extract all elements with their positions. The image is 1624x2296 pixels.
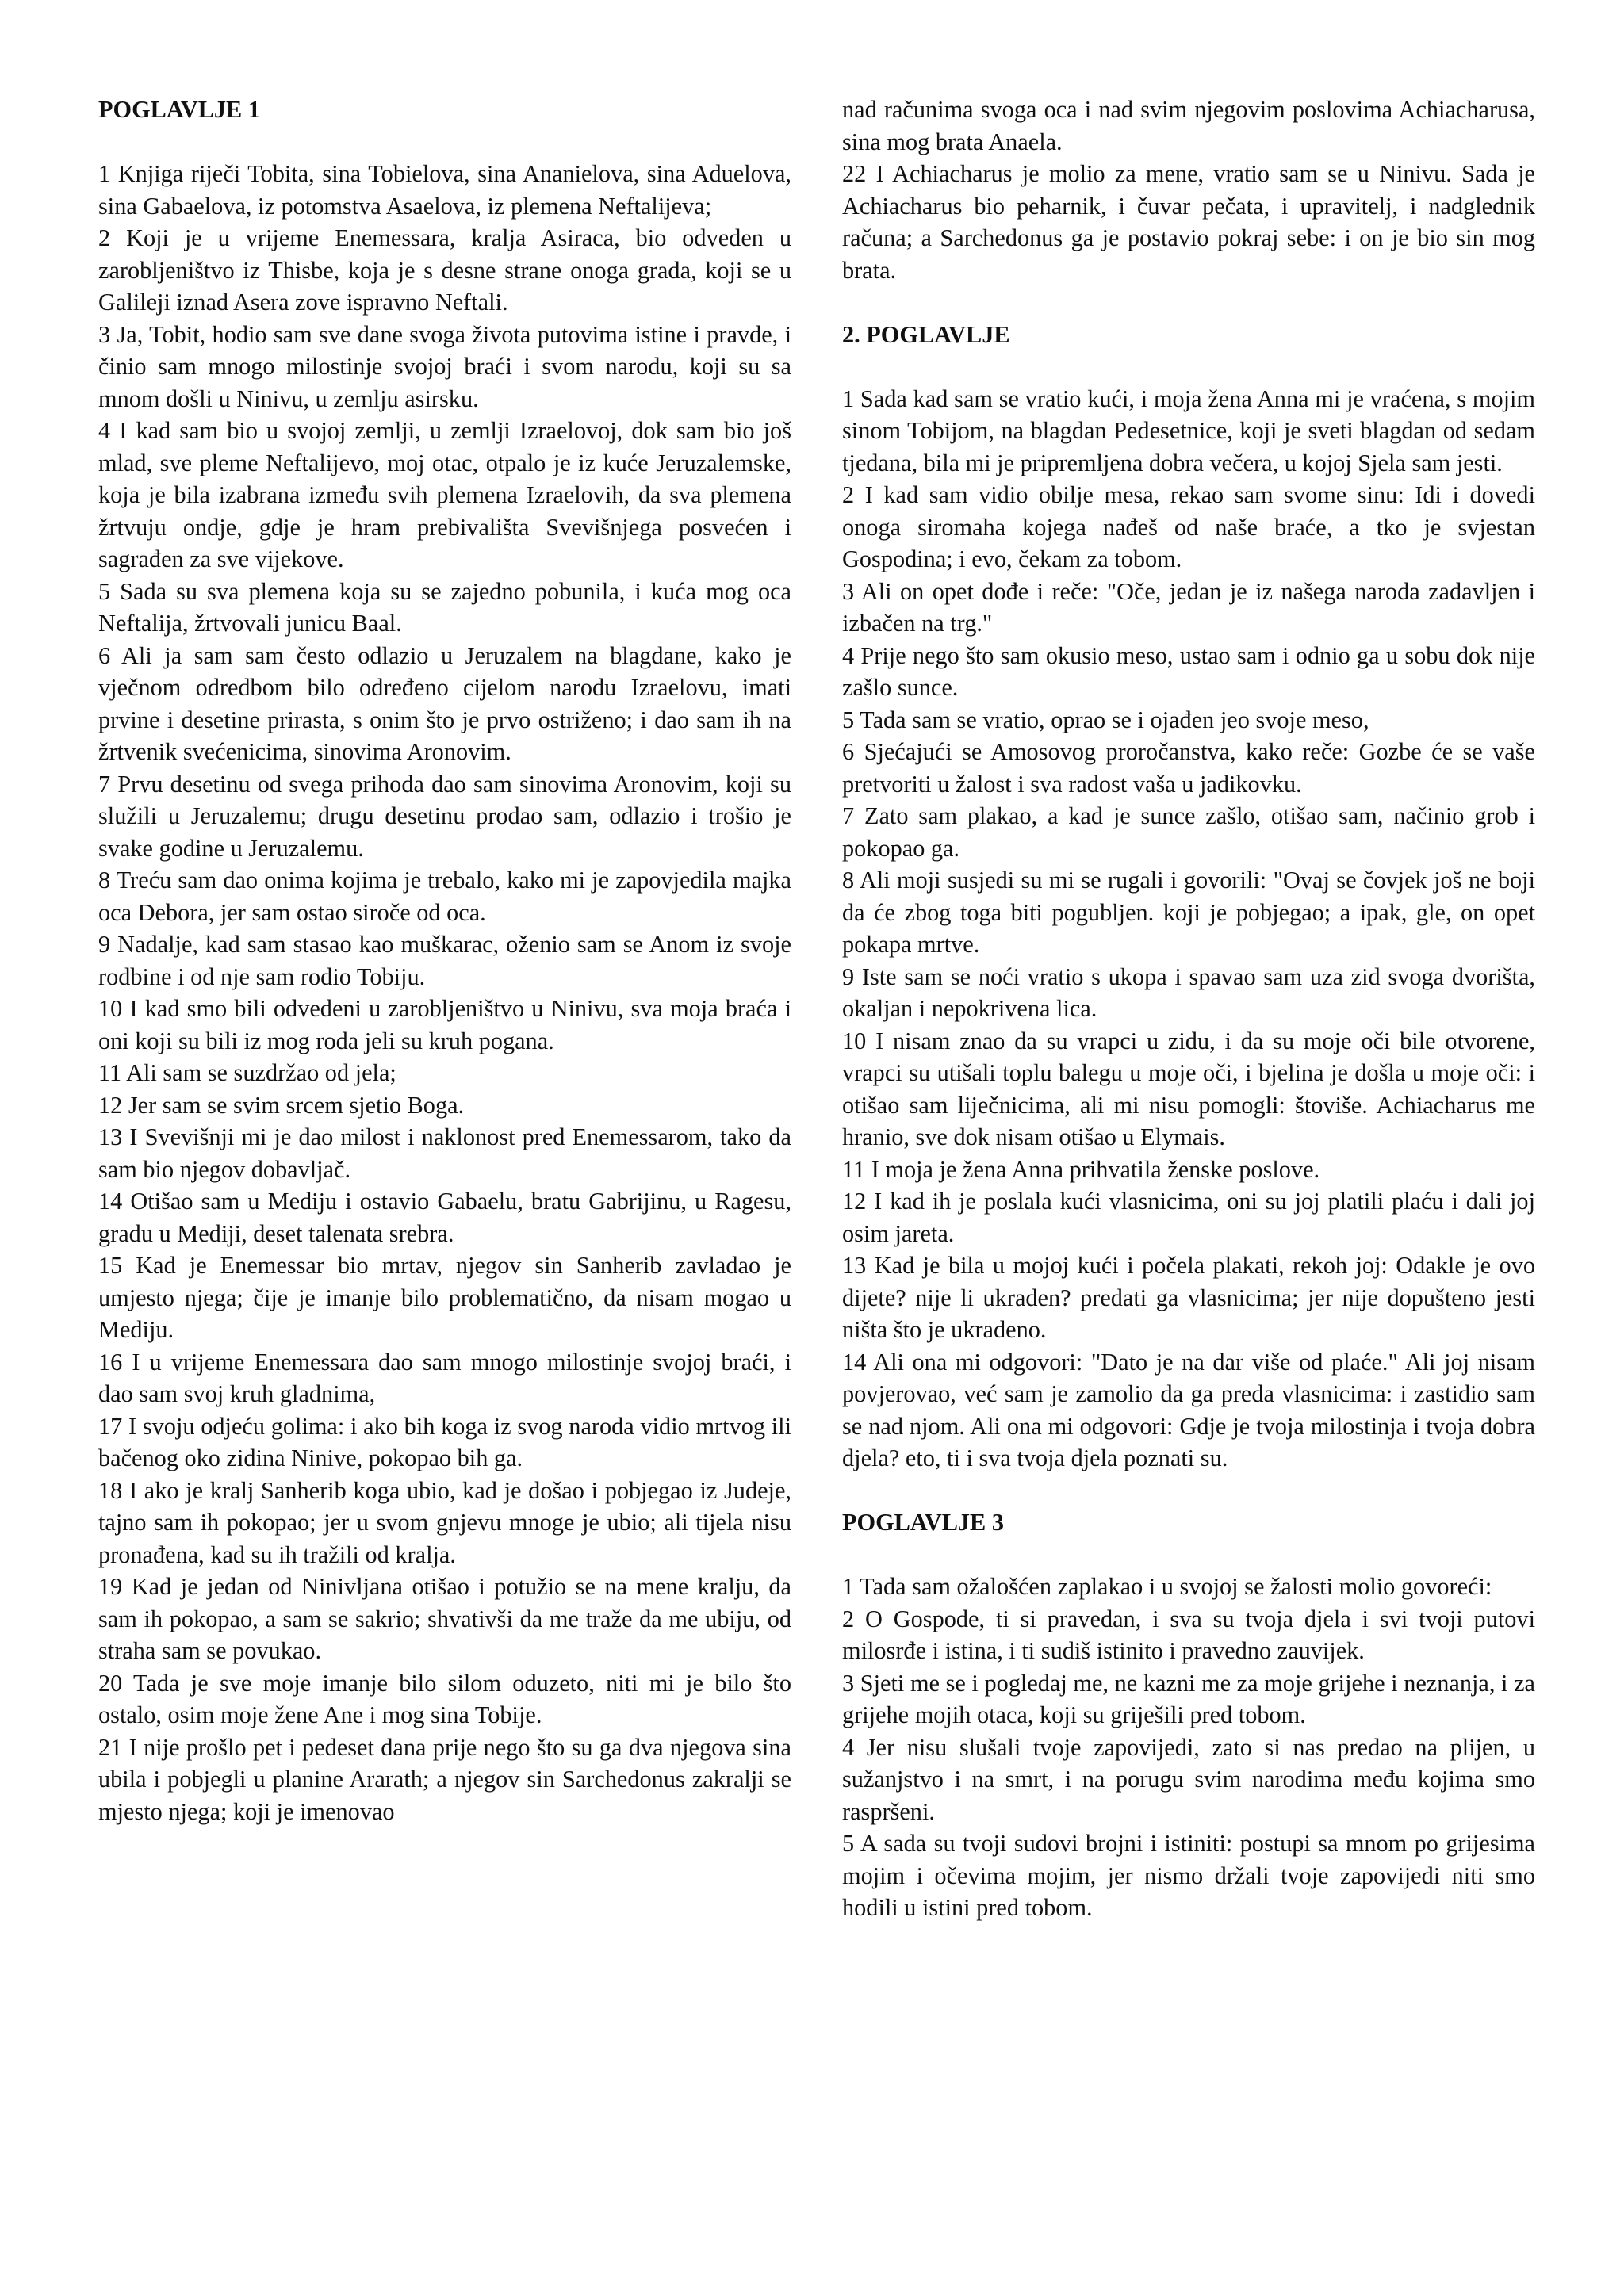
verse: 12 Jer sam se svim srcem sjetio Boga. [98, 1091, 465, 1119]
verse: 2 I kad sam vidio obilje mesa, rekao sam svome sinu: Idi i dovedi onoga siromaha kojega nađeš od naše braće, a tko je svjestan Gospodina; i evo, čekam za tobom. [842, 481, 1535, 572]
chapter-3-heading: POGLAVLJE 3 [842, 1509, 1004, 1536]
verse: 17 I svoju odjeću golima: i ako bih koga iz svog naroda vidio mrtvog ili bačenog oko zidina Ninive, pokopao bih ga. [98, 1412, 791, 1471]
verse: 4 I kad sam bio u svojoj zemlji, u zemlji Izraelovoj, dok sam bio još mlad, sve pleme Neftalijevo, moj otac, otpalo je iz kuće Jeruzalemske, koja je bila izabrana između svih plemena Izraelovih, da sva plemena žrtvuju ondje, gdje je hram prebivališta Svevišnjega posvećen i sagrađen za sve vijekove. [98, 417, 791, 572]
verse: 20 Tada je sve moje imanje bilo silom oduzeto, niti mi je bilo što ostalo, osim moje žene Ane i mog sina Tobije. [98, 1669, 791, 1728]
spacer [842, 286, 1535, 319]
verse: 19 Kad je jedan od Ninivljana otišao i potužio se na mene kralju, da sam ih pokopao, a sam se sakrio; shvativši da me traže da me ubiju, od straha sam se povukao. [98, 1573, 791, 1664]
verse: 1 Tada sam ožalošćen zaplakao i u svojoj se žalosti molio govoreći: [842, 1573, 1492, 1600]
spacer [842, 350, 1535, 383]
verse: 10 I nisam znao da su vrapci u zidu, i da su moje oči bile otvorene, vrapci su utišali toplu balegu u moje oči, i bjelina je došla u moje oči: i otišao sam liječnicima, ali mi nisu pomogli: štoviše. Achiacharus me hranio, sve dok nisam otišao u Elymais. [842, 1027, 1535, 1150]
verse: 15 Kad je Enemessar bio mrtav, njegov sin Sanherib zavladao je umjesto njega; čije je imanje bilo problematično, da nisam mogao u Mediju. [98, 1252, 791, 1343]
verse: 7 Zato sam plakao, a kad je sunce zašlo, otišao sam, načinio grob i pokopao ga. [842, 802, 1535, 862]
chapter-2-heading: 2. POGLAVLJE [842, 320, 1010, 348]
verse: 16 I u vrijeme Enemessara dao sam mnogo milostinje svojoj braći, i dao sam svoj kruh gladnima, [98, 1348, 791, 1407]
verse: 9 Iste sam se noći vratio s ukopa i spavao sam uza zid svoga dvorišta, okaljan i nepokrivena lica. [842, 962, 1535, 1022]
verse: 1 Knjiga riječi Tobita, sina Tobielova, sina Ananielova, sina Aduelova, sina Gabaelova, iz potomstva Asaelova, iz plemena Neftalijeva; [98, 160, 791, 220]
verse: 8 Treću sam dao onima kojima je trebalo, kako mi je zapovjedila majka oca Debora, jer sam ostao siroče od oca. [98, 867, 791, 926]
verse: 6 Sjećajući se Amosovog proročanstva, kako reče: Gozbe će se vaše pretvoriti u žalost i sva radost vaša u jadikovku. [842, 738, 1535, 798]
spacer [842, 1475, 1535, 1507]
verse: 12 I kad ih je poslala kući vlasnicima, oni su joj platili plaću i dali joj osim jareta. [842, 1188, 1535, 1247]
verse: 11 Ali sam se suzdržao od jela; [98, 1059, 396, 1086]
verse: 3 Ja, Tobit, hodio sam sve dane svoga života putovima istine i pravde, i činio sam mnogo milostinje svojoj braći i svom narodu, koji su sa mnom došli u Ninivu, u zemlju asirsku. [98, 320, 791, 412]
right-column [842, 94, 1535, 2250]
verse: 14 Otišao sam u Mediju i ostavio Gabaelu, bratu Gabrijinu, u Ragesu, gradu u Mediji, deset talenata srebra. [98, 1188, 791, 1247]
document-page [98, 94, 1535, 2250]
verse: 3 Sjeti me se i pogledaj me, ne kazni me za moje grijehe i neznanja, i za grijehe mojih otaca, koji su griješili pred tobom. [842, 1669, 1535, 1728]
verse: 18 I ako je kralj Sanherib koga ubio, kad je došao i pobjegao iz Judeje, tajno sam ih pokopao; jer u svom gnjevu mnoge je ubio; ali tijela nisu pronađena, kad su ih tražili od kralja. [98, 1476, 791, 1568]
verse: 7 Prvu desetinu od svega prihoda dao sam sinovima Aronovim, koji su služili u Jeruzalemu; drugu desetinu prodao sam, odlazio i trošio je svake godine u Jeruzalemu. [98, 770, 791, 862]
verse: 2 Koji je u vrijeme Enemessara, kralja Asiraca, bio odveden u zarobljeništvo iz Thisbe, koja je s desne strane onoga grada, koji se u Galileji iznad Asera zove ispravno Neftali. [98, 224, 791, 316]
verse: 22 I Achiacharus je molio za mene, vratio sam se u Ninivu. Sada je Achiacharus bio peharnik, i čuvar pečata, i upravitelj, i nadglednik računa; a Sarchedonus ga je postavio pokraj sebe: i on je bio sin mog brata. [842, 160, 1535, 284]
verse: 10 I kad smo bili odvedeni u zarobljeništvo u Ninivu, sva moja braća i oni koji su bili iz mog roda jeli su kruh pogana. [98, 995, 791, 1054]
verse: 8 Ali moji susjedi su mi se rugali i govorili: "Ovaj se čovjek još ne boji da će zbog toga biti pogubljen. koji je pobjegao; a ipak, gle, on opet pokapa mrtve. [842, 867, 1535, 958]
verse: 5 Tada sam se vratio, oprao se i ojađen jeo svoje meso, [842, 706, 1369, 733]
verse: 4 Jer nisu slušali tvoje zapovijedi, zato si nas predao na plijen, u sužanjstvo i na smrt, i na porugu svim narodima među kojima smo raspršeni. [842, 1733, 1535, 1825]
verse: 11 I moja je žena Anna prihvatila ženske poslove. [842, 1155, 1320, 1183]
verse: 13 Kad je bila u mojoj kući i počela plakati, rekoh joj: Odakle je ovo dijete? nije li ukraden? predati ga vlasnicima; jer nije dopušteno jesti ništa što je ukradeno. [842, 1252, 1535, 1343]
spacer [842, 1539, 1535, 1571]
verse: 5 A sada su tvoji sudovi brojni i istiniti: postupi sa mnom po grijesima mojim i očevima mojim, jer nismo držali tvoje zapovijedi niti smo hodili u istini pred tobom. [842, 1830, 1535, 1921]
chapter-1-heading: POGLAVLJE 1 [98, 96, 260, 123]
spacer [98, 126, 791, 159]
verse: 5 Sada su sva plemena koja su se zajedno pobunila, i kuća mog oca Neftalija, žrtvovali junicu Baal. [98, 577, 791, 637]
verse: 1 Sada kad sam se vratio kući, i moja žena Anna mi je vraćena, s mojim sinom Tobijom, na blagdan Pedesetnice, koji je sveti blagdan od sedam tjedana, bila mi je pripremljena dobra večera, u kojoj Sjela sam jesti. [842, 385, 1535, 476]
verse-continuation: nad računima svoga oca i nad svim njegovim poslovima Achiacharusa, sina mog brata Anaela. [842, 96, 1535, 155]
verse: 13 I Svevišnji mi je dao milost i naklonost pred Enemessarom, tako da sam bio njegov dobavljač. [98, 1123, 791, 1183]
verse: 14 Ali ona mi odgovori: "Dato je na dar više od plaće." Ali joj nisam povjerovao, već sam je zamolio da ga preda vlasnicima: i zastidio sam se nad njom. Ali ona mi odgovori: Gdje je tvoja milostinja i tvoja dobra djela? eto, ti i sva tvoja djela poznati su. [842, 1348, 1535, 1471]
verse: 6 Ali ja sam sam često odlazio u Jeruzalem na blagdane, kako je vječnom odredbom bilo određeno cijelom narodu Izraelovu, imati prvine i desetine prirasta, s onim što je prvo ostriženo; i dao sam ih na žrtvenik svećenicima, sinovima Aronovim. [98, 641, 791, 765]
left-column [98, 94, 791, 2250]
verse: 2 O Gospode, ti si pravedan, i sva su tvoja djela i svi tvoji putovi milosrđe i istina, i ti sudiš istinito i pravedno zauvijek. [842, 1605, 1535, 1664]
verse: 4 Prije nego što sam okusio meso, ustao sam i odnio ga u sobu dok nije zašlo sunce. [842, 641, 1535, 701]
verse: 3 Ali on opet dođe i reče: "Oče, jedan je iz našega naroda zadavljen i izbačen na trg." [842, 577, 1535, 637]
verse: 9 Nadalje, kad sam stasao kao muškarac, oženio sam se Anom iz svoje rodbine i od nje sam rodio Tobiju. [98, 931, 791, 990]
verse: 21 I nije prošlo pet i pedeset dana prije nego što su ga dva njegova sina ubila i pobjegli u planine Ararath; a njegov sin Sarchedonus zakralji se mjesto njega; koji je imenovao [98, 1733, 791, 1825]
